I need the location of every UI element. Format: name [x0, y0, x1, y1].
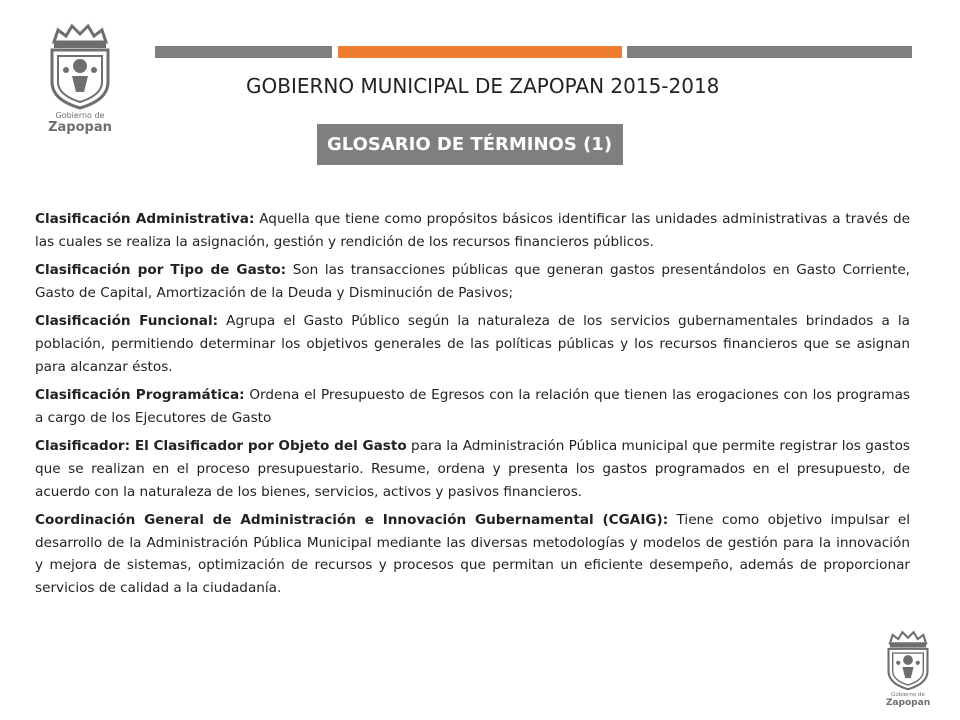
header-bar-left — [155, 46, 332, 58]
zapopan-coat-of-arms-icon — [876, 628, 940, 708]
glossary-term: Clasificación Funcional: — [35, 313, 219, 330]
logo-line-1: Gobierno de — [55, 111, 105, 120]
glossary-definition: Ordena el Presupuesto de Egresos con la relación que tienen las erogaciones con los programas a cargo de los Ejecutores de Gasto — [35, 387, 910, 426]
page-title: GOBIERNO MUNICIPAL DE ZAPOPAN 2015-2018 — [246, 74, 720, 98]
glossary-definition: Agrupa el Gasto Público según la naturaleza de los servicios gubernamentales brindados a la población, permitiendo determinar los objetivos generales de las políticas públicas y los recursos financieros que se asignan para alcanzar éstos. — [35, 313, 910, 375]
glossary-entry — [35, 435, 910, 503]
logo-line-2: Zapopan — [48, 120, 112, 135]
glossary-definition: Tiene como objetivo impulsar el desarrollo de la Administración Pública Municipal mediante las diversas metodologías y modelos de gestión para la innovación y mejora de sistemas, optimización de recursos y procesos que permitan un eficiente desempeño, además de proporcionar servicios de calidad a la ciudadanía. — [35, 512, 910, 596]
glossary-term: Coordinación General de Administración e Innovación Gubernamental (CGAIG): — [35, 512, 669, 529]
zapopan-coat-of-arms-icon — [34, 20, 126, 135]
section-badge: GLOSARIO DE TÉRMINOS (1) — [317, 124, 623, 165]
glossary-entry — [35, 259, 910, 304]
header-bar-accent — [338, 46, 622, 58]
glossary-term: Clasificación por Tipo de Gasto: — [35, 262, 287, 279]
glossary-entry — [35, 310, 910, 378]
header-bar-right — [627, 46, 912, 58]
glossary-entry — [35, 384, 910, 429]
glossary-list — [35, 208, 910, 606]
glossary-entry — [35, 208, 910, 253]
glossary-definition: Son las transacciones públicas que generan gastos presentándolos en Gasto Corriente, Gasto de Capital, Amortización de la Deuda y Disminución de Pasivos; — [35, 262, 910, 301]
glossary-term: Clasificación Administrativa: — [35, 211, 255, 227]
glossary-definition: Aquella que tiene como propósitos básicos identificar las unidades administrativas a través de las cuales se realiza la asignación, gestión y rendición de los recursos financieros públicos. — [35, 211, 910, 250]
glossary-entry — [35, 509, 910, 599]
glossary-term: Clasificador: El Clasificador por Objeto del Gasto — [35, 438, 407, 455]
logo-line-1: Gobierno de — [891, 692, 925, 699]
glossary-definition: para la Administración Pública municipal que permite registrar los gastos que se realizan en el proceso presupuestario. Resume, ordena y presenta los gastos programados en el presupuesto, de acuerdo con la naturaleza de los bienes, servicios, activos y pasivos financieros. — [35, 438, 910, 500]
logo-line-2: Zapopan — [885, 698, 931, 708]
glossary-term: Clasificación Programática: — [35, 387, 245, 404]
